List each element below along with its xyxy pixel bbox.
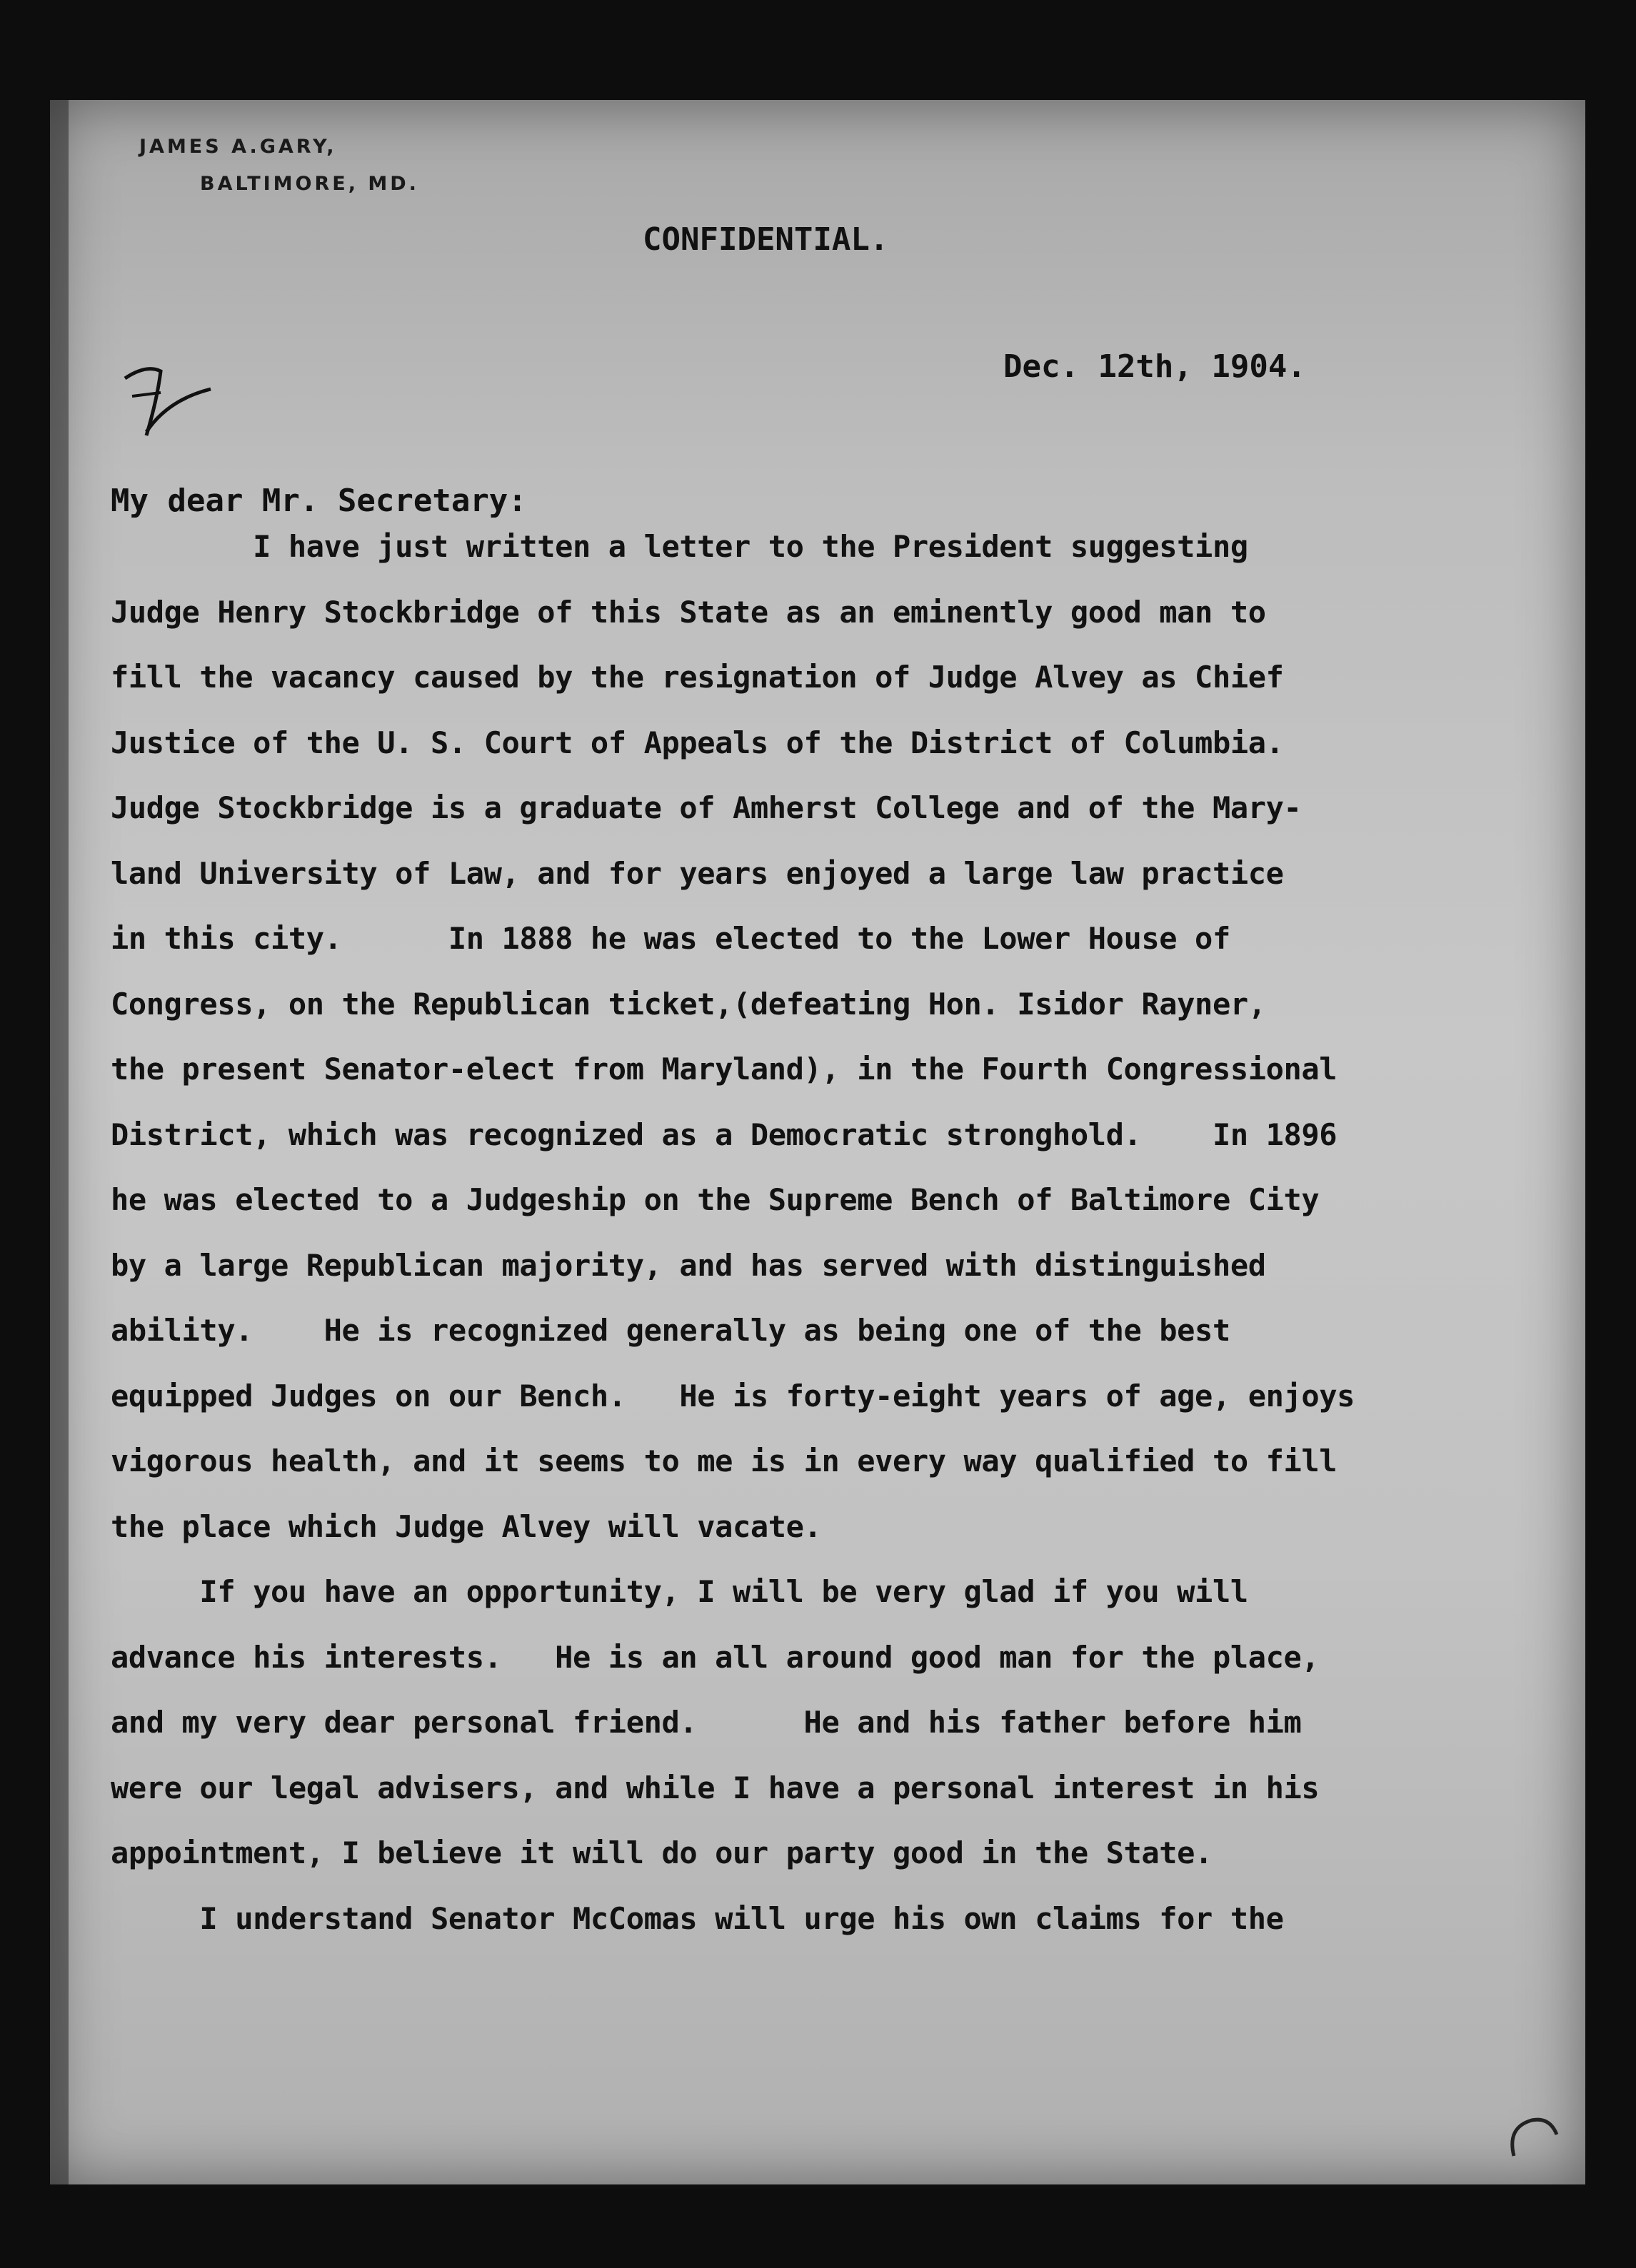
body-line: appointment, I believe it will do our party good in the State. [111, 1835, 1213, 1870]
body-line: advance his interests. He is an all around good man for the place, [111, 1639, 1320, 1675]
letterhead [139, 128, 419, 203]
body-line: the present Senator-elect from Maryland), in the Fourth Congressional [111, 1052, 1338, 1087]
body-line: were our legal advisers, and while I have a personal interest in his [111, 1770, 1320, 1805]
body-line: fill the vacancy caused by the resignation of Judge Alvey as Chief [111, 660, 1284, 695]
letter-date: Dec. 12th, 1904. [1003, 348, 1306, 385]
letterhead-city: BALTIMORE, MD. [200, 173, 419, 195]
body-line: Judge Stockbridge is a graduate of Amherst College and of the Mary- [111, 790, 1302, 825]
body-line: vigorous health, and it seems to me is in every way qualified to fill [111, 1443, 1338, 1478]
body-line: by a large Republican majority, and has served with distinguished [111, 1247, 1266, 1283]
letter-body [111, 514, 1503, 1951]
body-line: District, which was recognized as a Democratic stronghold. In 1896 [111, 1117, 1338, 1152]
body-line: in this city. In 1888 he was elected to the Lower House of [111, 921, 1230, 956]
body-line: ability. He is recognized generally as being one of the best [111, 1313, 1230, 1348]
body-line: land University of Law, and for years enjoyed a large law practice [111, 855, 1284, 891]
confidential-marking: CONFIDENTIAL. [643, 221, 889, 258]
letterhead-name: JAMES A.GARY, [139, 136, 337, 158]
body-line: If you have an opportunity, I will be very glad if you will [111, 1574, 1248, 1609]
body-line: and my very dear personal friend. He and his father before him [111, 1705, 1302, 1740]
body-line: Justice of the U. S. Court of Appeals of the District of Columbia. [111, 725, 1284, 760]
body-line: I have just written a letter to the President suggesting [111, 529, 1248, 564]
handwritten-mark-icon [118, 357, 225, 464]
body-line: I understand Senator McComas will urge his own claims for the [111, 1900, 1284, 1936]
body-line: Judge Henry Stockbridge of this State as an eminently good man to [111, 594, 1266, 630]
body-line: Congress, on the Republican ticket,(defeating Hon. Isidor Rayner, [111, 986, 1266, 1022]
salutation: My dear Mr. Secretary: [111, 483, 527, 519]
body-line: he was elected to a Judgeship on the Supreme Bench of Baltimore City [111, 1182, 1320, 1217]
torn-corner-icon [1500, 2106, 1564, 2163]
body-line: equipped Judges on our Bench. He is forty-eight years of age, enjoys [111, 1378, 1355, 1413]
body-line: the place which Judge Alvey will vacate. [111, 1508, 822, 1544]
